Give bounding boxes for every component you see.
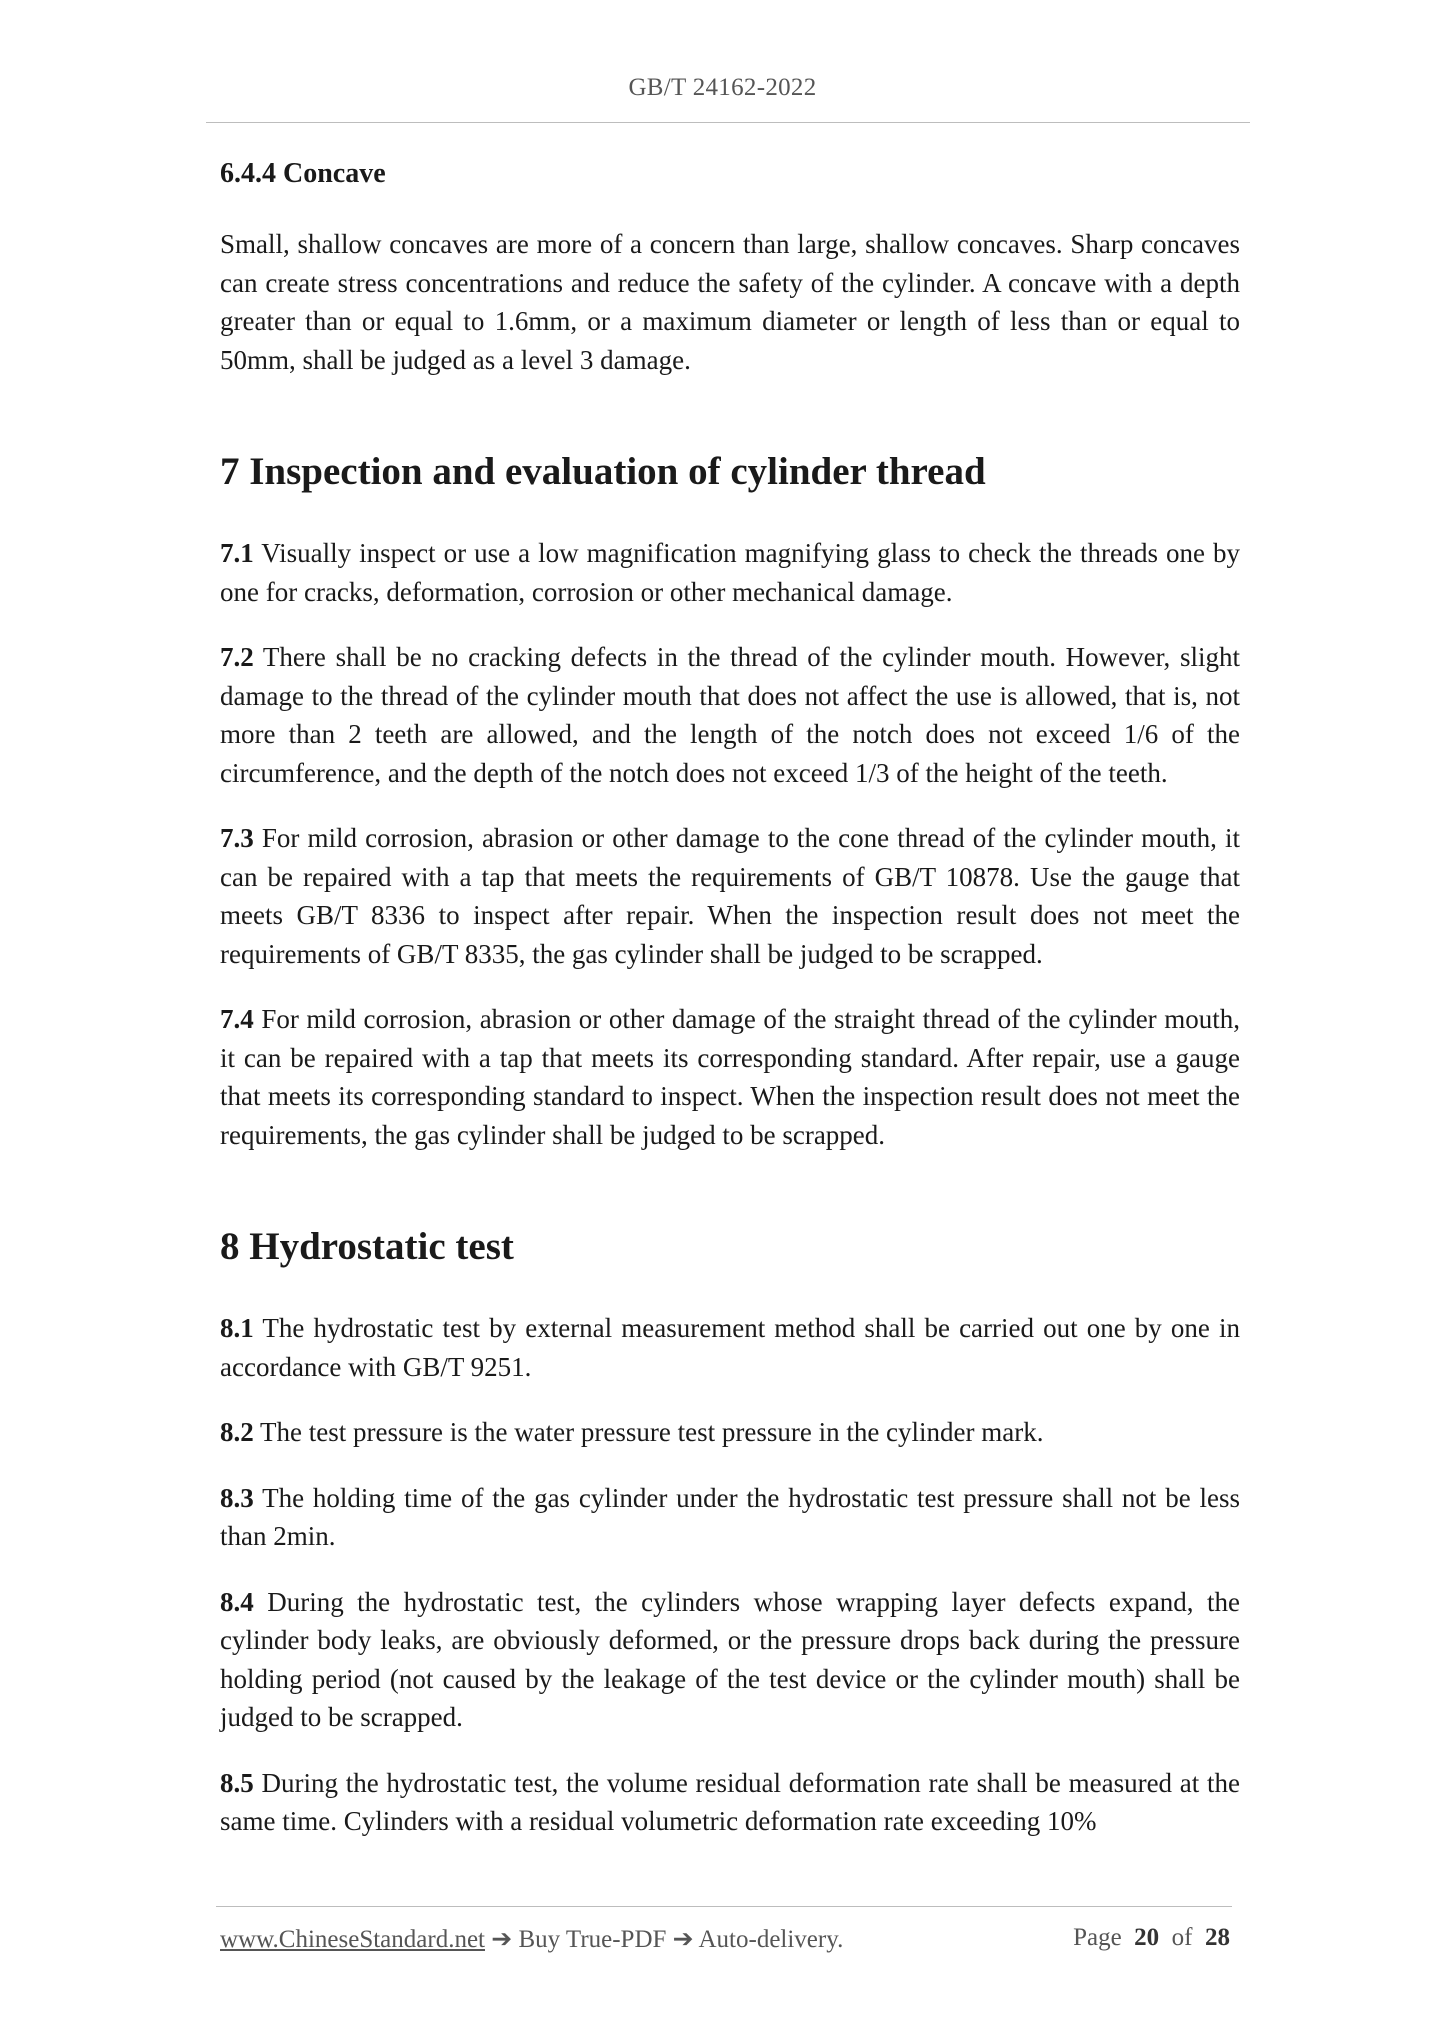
clause-8-3	[220, 1479, 1240, 1556]
page-header	[0, 74, 1445, 102]
page-of: of	[1171, 1924, 1193, 1951]
clause-number: 7.1	[220, 538, 254, 568]
page-total: 28	[1205, 1924, 1230, 1951]
promo-text: ➔ Buy True-PDF ➔ Auto-delivery.	[485, 1926, 844, 1953]
page-content	[220, 155, 1240, 1868]
clause-number: 8.1	[220, 1313, 254, 1343]
section-heading-8: 8 Hydrostatic test	[220, 1225, 514, 1268]
footer-divider	[216, 1906, 1232, 1907]
clause-text: The hydrostatic test by external measurement method shall be carried out one by one in accordance with GB/T 9251.	[220, 1313, 1240, 1382]
clause-text: There shall be no cracking defects in the thread of the cylinder mouth. However, slight damage to the thread of the cylinder mouth that does not affect the use is allowed, that is, not more than 2 teeth are allowed, and the length of the notch does not exceed 1/6 of the circumference, and the depth of the notch does not exceed 1/3 of the height of the teeth.	[220, 642, 1240, 788]
clause-text: For mild corrosion, abrasion or other damage to the cone thread of the cylinder mouth, it can be repaired with a tap that meets the requirements of GB/T 10878. Use the gauge that meets GB/T 8336 to inspect after repair. When the inspection result does not meet the requirements of GB/T 8335, the gas cylinder shall be judged to be scrapped.	[220, 823, 1240, 969]
clause-text: During the hydrostatic test, the volume residual deformation rate shall be measured at the same time. Cylinders with a residual volumetric deformation rate exceeding 10%	[220, 1767, 1240, 1836]
clause-7-3	[220, 819, 1240, 973]
clause-7-1	[220, 534, 1240, 611]
spacer	[220, 406, 1240, 448]
website-link[interactable]: www.ChineseStandard.net	[220, 1926, 485, 1953]
clause-text: The holding time of the gas cylinder under the hydrostatic test pressure shall not be less than 2min.	[220, 1482, 1240, 1551]
clause-number: 7.3	[220, 823, 254, 853]
clause-number: 7.2	[220, 642, 254, 672]
clause-number: 8.5	[220, 1767, 254, 1798]
header-divider	[206, 122, 1250, 123]
clause-number: 8.2	[220, 1417, 254, 1447]
clause-text: Visually inspect or use a low magnification magnifying glass to check the threads one by one for cracks, deformation, corrosion or other mechanical damage.	[220, 538, 1240, 607]
spacer	[220, 1181, 1240, 1223]
paragraph-6-4-4: Small, shallow concaves are more of a concern than large, shallow concaves. Sharp concaves can create stress concentrations and reduce the safety of the cylinder. A concave with a depth greater than or equal to 1.6mm, or a maximum diameter or length of less than or equal to 50mm, shall be judged as a level 3 damage.	[220, 229, 1240, 375]
clause-number: 8.3	[220, 1482, 254, 1513]
clause-7-2	[220, 638, 1240, 792]
clause-7-4	[220, 1000, 1240, 1154]
page-current: 20	[1134, 1924, 1160, 1951]
clause-text: During the hydrostatic test, the cylinders whose wrapping layer defects expand, the cylinder body leaks, are obviously deformed, or the pressure drops back during the pressure holding period (not caused by the leakage of the test device or the cylinder mouth) shall be judged to be scrapped.	[220, 1586, 1240, 1732]
standard-code: GB/T 24162-2022	[628, 74, 817, 101]
clause-text: The test pressure is the water pressure test pressure in the cylinder mark.	[253, 1417, 1044, 1447]
clause-8-2	[220, 1413, 1240, 1452]
clause-text: For mild corrosion, abrasion or other damage of the straight thread of the cylinder mouth, it can be repaired with a tap that meets its corresponding standard. After repair, use a gauge that meets its corresponding standard to inspect. When the inspection result does not meet the requirements, the gas cylinder shall be judged to be scrapped.	[220, 1004, 1240, 1150]
clause-8-4	[220, 1583, 1240, 1737]
page-label: Page	[1073, 1924, 1122, 1951]
clause-8-5	[220, 1764, 1240, 1841]
subsection-heading-6-4-4: 6.4.4 Concave	[220, 158, 386, 189]
page-number	[1073, 1924, 1230, 1952]
clause-number: 8.4	[220, 1586, 254, 1617]
clause-number: 7.4	[220, 1004, 254, 1034]
clause-8-1	[220, 1309, 1240, 1386]
section-heading-7: 7 Inspection and evaluation of cylinder thread	[220, 450, 986, 493]
footer-promo	[220, 1924, 843, 1954]
